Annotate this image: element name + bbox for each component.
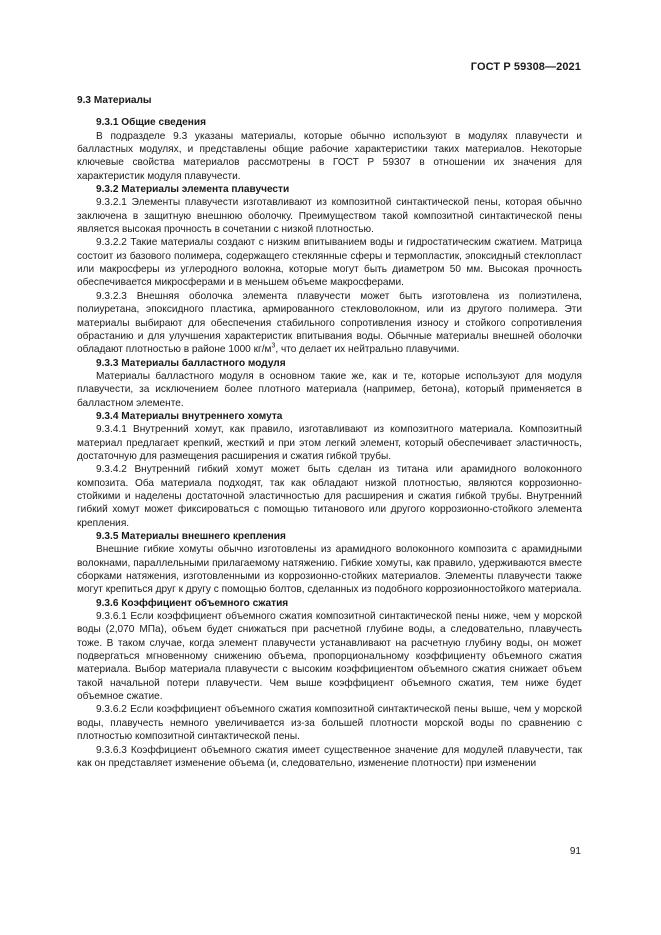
paragraph: 9.3.4.2 Внутренний гибкий хомут может быть сделан из титана или арамидного волоконного композита. Оба материала подходят, так как обладают низкой плотностью, являются коррозионно-стойкими и наделены достаточной эластичностью для расширения и сжатия гибкой трубы. Внутренний гибкий хомут может фиксироваться с помощью титанового или другого коррозионно-стойкого элемента крепления. (77, 464, 582, 529)
paragraph-text: , что делает их нейтрально плавучими. (275, 344, 460, 356)
subsection-title-9-3-2: 9.3.2 Материалы элемента плавучести (96, 184, 290, 196)
paragraph: 9.3.4.1 Внутренний хомут, как правило, изготавливают из композитного материала. Композитный материал предлагает крепкий, жесткий и при этом легкий элемент, который обеспечивает эластичность, достаточную для размещения расширения и сжатия гибкой трубы. (77, 424, 582, 462)
page-number: 91 (569, 846, 581, 857)
paragraph: 9.3.6.3 Коэффициент объемного сжатия имеет существенное значение для модулей плавучести, так как он представляет изменение объема (и, следовательно, изменение плотности) при изменении (77, 744, 582, 769)
paragraph-text: 9.3.2.3 Внешняя оболочка элемента плавучести может быть изготовлена из полиэтилена, полиуретана, эпоксидного пластика, армированного стекловолокном, или из другого полимера. Эти материалы выбирают для обеспечения стабильного сопротивления износу и стойкого сопротивления обрастанию и для улучшения характеристик впитывания воды. Обычные материалы внешней оболочки обладают плотностью в районе 1000 кг/м (77, 290, 582, 356)
paragraph: В подразделе 9.3 указаны материалы, которые обычно используют в модулях плавучести и балластных модулях, и представлены общие рабочие характеристики таких материалов. Некоторые ключевые свойства материалов рассмотрены в ГОСТ Р 59307 в отношении их значения для характеристик модуля плавучести. (77, 130, 582, 182)
paragraph (77, 290, 582, 357)
paragraph: 9.3.6.2 Если коэффициент объемного сжатия композитной синтактической пены выше, чем у морской воды, плавучесть немного увеличивается из-за большей плотности морской воды по сравнению с плотностью композитной синтактической пены. (77, 704, 582, 743)
paragraph: 9.3.2.1 Элементы плавучести изготавливают из композитной синтактической пены, которая обычно заключена в защитную внешнюю оболочку. Преимуществом такой композитной синтактической пены является высокая прочность в сочетании с низкой плотностью. (77, 197, 582, 236)
page-content (77, 94, 582, 770)
subsection-title-9-3-4: 9.3.4 Материалы внутреннего хомута (96, 410, 283, 422)
document-id: ГОСТ Р 59308—2021 (470, 61, 581, 73)
subsection-title-9-3-6: 9.3.6 Коэффициент объемного сжатия (96, 597, 289, 609)
section-title: 9.3 Материалы (77, 95, 152, 106)
subsection-title-9-3-3: 9.3.3 Материалы балластного модуля (96, 357, 286, 369)
paragraph: 9.3.6.1 Если коэффициент объемного сжатия композитной синтактической пены ниже, чем у морской воды (2,070 МПа), объем будет снижаться при расчетной глубине воды, а следовательно, плавучесть тоже. В таком случае, когда элемент плавучести устанавливают на расчетную глубину воды, он может подвергаться мгновенному снижению объема, пропорциональному коэффициенту объемного сжатия материала. Выбор материала плавучести с высоким коэффициентом объемного сжатия снижает объем такой начальной потери плавучести. Чем выше коэффициент объемного сжатия, тем ниже будет объемное сжатие. (77, 611, 582, 703)
paragraph: Внешние гибкие хомуты обычно изготовлены из арамидного волоконного композита с арамидными волокнами, параллельными прилагаемому натяжению. Гибкие хомуты, как правило, удерживаются вместе сборками натяжения, изготовленными из коррозионно-стойких материалов. Элементы плавучести также могут крепиться друг к другу с помощью болтов, сделанных из подобного коррозионностойкого материала. (77, 544, 582, 596)
superscript: 3 (271, 342, 276, 350)
subsection-title-9-3-5: 9.3.5 Материалы внешнего крепления (96, 531, 286, 542)
paragraph: 9.3.2.2 Такие материалы создают с низким впитыванием воды и гидростатическим сжатием. Матрица состоит из базового полимера, содержащего стеклянные сферы и термопластик, эпоксидный стеклопласт или макросферы из углеродного волокна, которые могут быть диаметром 50 мм. Высокая прочность обеспечивается микросферами и в меньшем объеме макросферами. (77, 237, 582, 289)
subsection-title-9-3-1: 9.3.1 Общие сведения (96, 117, 206, 129)
paragraph: Материалы балластного модуля в основном такие же, как и те, которые используют для модуля плавучести, за исключением более плотного материала (например, бетона), который применяется в балластном элементе. (77, 370, 582, 409)
